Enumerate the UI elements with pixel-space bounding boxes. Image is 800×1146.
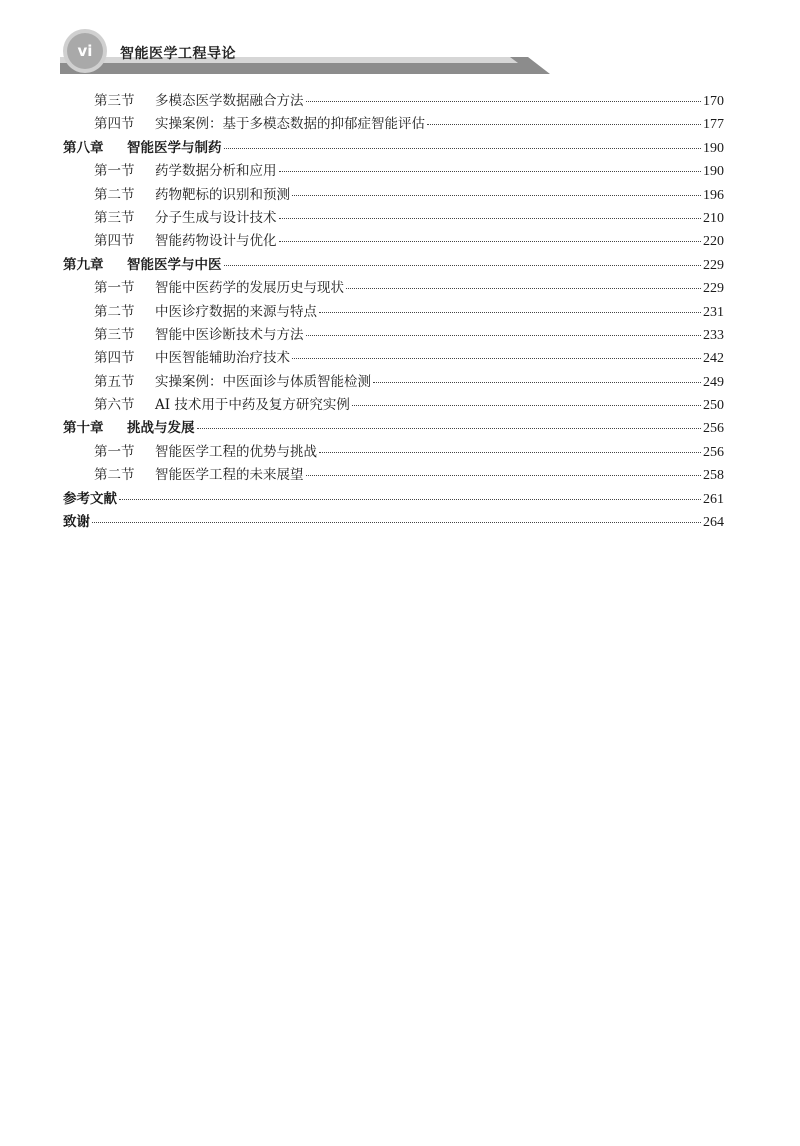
dot-leader <box>92 521 701 523</box>
dot-leader <box>306 100 702 102</box>
toc-section-entry[interactable] <box>63 113 724 136</box>
toc-entry-page-number: 231 <box>703 304 724 320</box>
dot-leader <box>427 123 701 125</box>
toc-entry-page-number: 250 <box>703 398 724 414</box>
toc-entry-number: 第五节 <box>94 373 135 390</box>
toc-section-entry[interactable] <box>63 207 724 230</box>
toc-entry-page-number: 261 <box>703 491 724 507</box>
dot-leader <box>197 427 702 429</box>
dot-leader <box>292 194 701 196</box>
toc-chapter-entry[interactable] <box>63 137 724 160</box>
toc-entry-page-number: 256 <box>703 444 724 460</box>
toc-entry-page-number: 258 <box>703 468 724 484</box>
toc-chapter-entry[interactable] <box>63 417 724 440</box>
toc-entry-title: 实操案例：中医面诊与体质智能检测 <box>155 373 371 390</box>
toc-chapter-entry[interactable] <box>63 488 724 511</box>
toc-entry-page-number: 220 <box>703 234 724 250</box>
toc-entry-title: 实操案例：基于多模态数据的抑郁症智能评估 <box>155 116 425 133</box>
dot-leader <box>352 404 701 406</box>
toc-entry-title: 中医智能辅助治疗技术 <box>155 350 290 367</box>
dot-leader <box>306 474 702 476</box>
dot-leader <box>292 357 701 359</box>
toc-entry-title: AI 技术用于中药及复方研究实例 <box>155 397 350 414</box>
toc-section-entry[interactable] <box>63 347 724 370</box>
dot-leader <box>279 240 702 242</box>
toc-entry-page-number: 190 <box>703 164 724 180</box>
dot-leader <box>306 334 702 336</box>
toc-entry-title: 智能中医药学的发展历史与现状 <box>155 280 344 297</box>
toc-entry-title: 参考文献 <box>63 490 117 507</box>
table-of-contents <box>63 90 724 534</box>
toc-entry-page-number: 177 <box>703 117 724 133</box>
toc-entry-number: 第四节 <box>94 233 135 250</box>
toc-entry-number: 第六节 <box>94 397 135 414</box>
dot-leader <box>279 217 702 219</box>
toc-entry-title: 智能医学工程的未来展望 <box>155 467 304 484</box>
toc-entry-number: 第三节 <box>94 209 135 226</box>
toc-section-entry[interactable] <box>63 441 724 464</box>
dot-leader <box>224 147 702 149</box>
toc-section-entry[interactable] <box>63 464 724 487</box>
dot-leader <box>319 451 701 453</box>
toc-section-entry[interactable] <box>63 230 724 253</box>
dot-leader <box>224 264 702 266</box>
toc-entry-number: 第一节 <box>94 443 135 460</box>
toc-section-entry[interactable] <box>63 90 724 113</box>
toc-section-entry[interactable] <box>63 301 724 324</box>
toc-entry-number: 第十章 <box>63 420 104 437</box>
toc-entry-page-number: 196 <box>703 187 724 203</box>
toc-entry-title: 挑战与发展 <box>127 420 195 437</box>
toc-entry-number: 第二节 <box>94 467 135 484</box>
toc-entry-number: 第四节 <box>94 350 135 367</box>
toc-entry-title: 智能医学与中医 <box>127 256 222 273</box>
toc-entry-title: 智能药物设计与优化 <box>155 233 277 250</box>
toc-section-entry[interactable] <box>63 160 724 183</box>
toc-entry-number: 第九章 <box>63 256 104 273</box>
toc-entry-title: 致谢 <box>63 514 90 531</box>
page-header <box>0 0 800 80</box>
toc-entry-title: 智能医学与制药 <box>127 139 222 156</box>
toc-entry-page-number: 190 <box>703 140 724 156</box>
toc-entry-page-number: 233 <box>703 327 724 343</box>
toc-section-entry[interactable] <box>63 324 724 347</box>
dot-leader <box>346 287 701 289</box>
dot-leader <box>279 170 702 172</box>
toc-entry-page-number: 229 <box>703 257 724 273</box>
toc-section-entry[interactable] <box>63 394 724 417</box>
toc-entry-number: 第二节 <box>94 303 135 320</box>
toc-entry-title: 中医诊疗数据的来源与特点 <box>155 303 317 320</box>
toc-entry-title: 智能医学工程的优势与挑战 <box>155 443 317 460</box>
toc-entry-title: 药物靶标的识别和预测 <box>155 186 290 203</box>
toc-section-entry[interactable] <box>63 371 724 394</box>
toc-chapter-entry[interactable] <box>63 511 724 534</box>
toc-entry-number: 第四节 <box>94 116 135 133</box>
toc-entry-page-number: 210 <box>703 210 724 226</box>
toc-entry-title: 智能中医诊断技术与方法 <box>155 326 304 343</box>
toc-entry-title: 多模态医学数据融合方法 <box>155 93 304 109</box>
toc-chapter-entry[interactable] <box>63 254 724 277</box>
page-number: vi <box>77 42 93 60</box>
toc-entry-number: 第三节 <box>94 93 135 109</box>
toc-section-entry[interactable] <box>63 277 724 300</box>
dot-leader <box>119 498 701 500</box>
dot-leader <box>319 311 701 313</box>
toc-entry-page-number: 256 <box>703 421 724 437</box>
toc-entry-title: 药学数据分析和应用 <box>155 163 277 180</box>
toc-entry-number: 第一节 <box>94 163 135 180</box>
toc-entry-number: 第一节 <box>94 280 135 297</box>
toc-entry-page-number: 249 <box>703 374 724 390</box>
toc-section-entry[interactable] <box>63 184 724 207</box>
toc-entry-page-number: 170 <box>703 94 724 109</box>
toc-entry-page-number: 242 <box>703 351 724 367</box>
toc-entry-page-number: 229 <box>703 281 724 297</box>
toc-entry-number: 第八章 <box>63 139 104 156</box>
toc-entry-page-number: 264 <box>703 515 724 531</box>
dot-leader <box>373 381 701 383</box>
toc-entry-number: 第三节 <box>94 326 135 343</box>
book-title: 智能医学工程导论 <box>120 46 236 62</box>
toc-entry-number: 第二节 <box>94 186 135 203</box>
toc-entry-title: 分子生成与设计技术 <box>155 209 277 226</box>
